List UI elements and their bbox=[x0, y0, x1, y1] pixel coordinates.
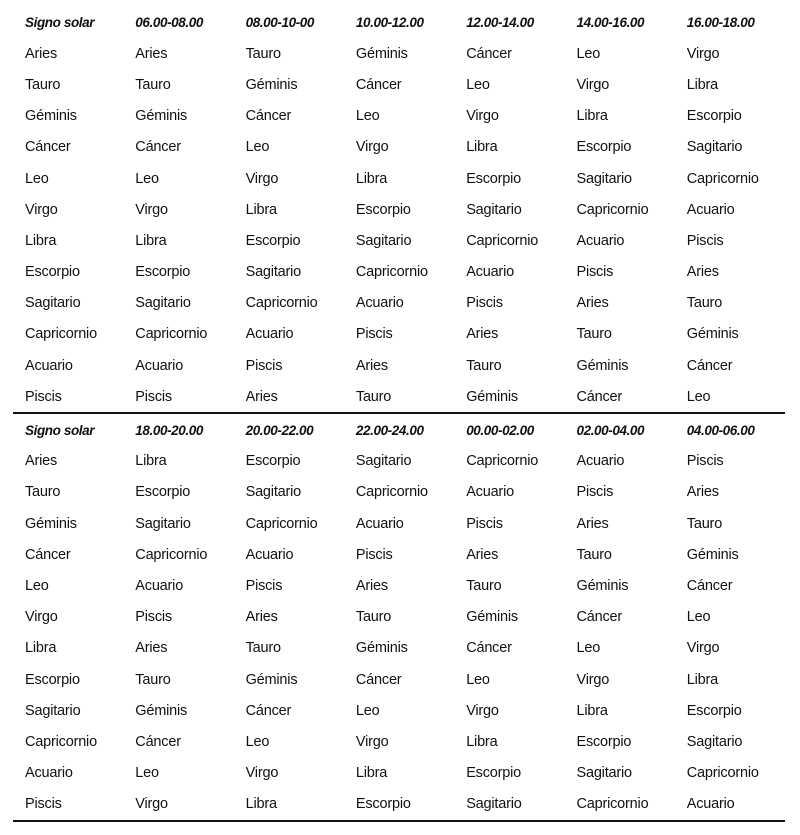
ascendant-cell: Géminis bbox=[355, 640, 408, 657]
table-header-row bbox=[13, 414, 785, 445]
header-cell-time-range: 02.00-04.00 bbox=[576, 422, 645, 438]
table-row bbox=[13, 789, 785, 820]
table-row bbox=[13, 633, 785, 664]
table-row bbox=[13, 350, 785, 381]
ascendant-cell: Libra bbox=[355, 170, 388, 187]
ascendant-cell: Aries bbox=[245, 609, 278, 626]
ascendant-table-document bbox=[13, 7, 785, 822]
ascendant-cell: Leo bbox=[245, 733, 270, 750]
ascendant-cell: Aries bbox=[466, 326, 499, 343]
ascendant-cell: Cáncer bbox=[466, 640, 512, 657]
ascendant-cell: Tauro bbox=[466, 357, 502, 374]
sun-sign-cell: Aries bbox=[25, 453, 58, 470]
ascendant-cell: Libra bbox=[135, 232, 167, 249]
table-row bbox=[13, 539, 785, 570]
ascendant-cell: Aries bbox=[355, 357, 388, 374]
table-row bbox=[13, 69, 785, 100]
table-row bbox=[13, 38, 785, 69]
sun-sign-cell: Virgo bbox=[25, 609, 58, 626]
sun-sign-cell: Acuario bbox=[25, 765, 73, 782]
ascendant-cell: Leo bbox=[135, 170, 159, 187]
ascendant-cell: Capricornio bbox=[245, 515, 318, 532]
ascendant-cell: Cáncer bbox=[686, 577, 733, 594]
ascendant-cell: Tauro bbox=[245, 45, 281, 62]
ascendant-cell: Cáncer bbox=[686, 357, 733, 374]
ascendant-cell: Escorpio bbox=[135, 264, 191, 281]
ascendant-cell: Cáncer bbox=[135, 139, 181, 156]
table-row bbox=[13, 288, 785, 319]
ascendant-cell: Cáncer bbox=[245, 702, 292, 719]
header-cell-time-range: 08.00-10-00 bbox=[245, 15, 315, 31]
ascendant-cell: Géminis bbox=[686, 546, 739, 563]
ascendant-cell: Piscis bbox=[576, 264, 614, 281]
ascendant-cell: Piscis bbox=[245, 577, 283, 594]
ascendant-cell: Tauro bbox=[355, 609, 392, 626]
ascendant-cell: Géminis bbox=[135, 702, 188, 719]
ascendant-cell: Cáncer bbox=[245, 108, 292, 125]
sun-sign-cell: Acuario bbox=[25, 357, 73, 374]
ascendant-cell: Tauro bbox=[686, 515, 723, 532]
header-cell-time-range: 00.00-02.00 bbox=[466, 422, 534, 438]
ascendant-cell: Acuario bbox=[576, 453, 625, 470]
ascendant-cell: Acuario bbox=[576, 232, 625, 249]
table-section-morning bbox=[13, 7, 785, 412]
table-section-evening bbox=[13, 414, 785, 819]
ascendant-cell: Capricornio bbox=[135, 326, 208, 343]
ascendant-cell: Leo bbox=[355, 702, 380, 719]
ascendant-cell: Cáncer bbox=[355, 671, 402, 688]
ascendant-cell: Escorpio bbox=[576, 733, 632, 750]
sun-sign-cell: Virgo bbox=[25, 201, 58, 218]
ascendant-cell: Aries bbox=[576, 295, 609, 312]
ascendant-cell: Géminis bbox=[466, 388, 518, 405]
ascendant-cell: Capricornio bbox=[355, 484, 428, 501]
table-row bbox=[13, 194, 785, 225]
ascendant-cell: Virgo bbox=[686, 640, 720, 657]
ascendant-cell: Virgo bbox=[576, 76, 610, 93]
ascendant-cell: Piscis bbox=[686, 232, 724, 249]
sun-sign-cell: Cáncer bbox=[25, 139, 71, 156]
ascendant-cell: Géminis bbox=[576, 357, 629, 374]
ascendant-cell: Géminis bbox=[686, 326, 739, 343]
table-row bbox=[13, 132, 785, 163]
ascendant-cell: Escorpio bbox=[686, 702, 742, 719]
ascendant-cell: Libra bbox=[135, 453, 167, 470]
ascendant-cell: Libra bbox=[245, 796, 277, 813]
ascendant-cell: Sagitario bbox=[686, 733, 743, 750]
ascendant-cell: Géminis bbox=[466, 609, 518, 626]
ascendant-cell: Acuario bbox=[466, 484, 514, 501]
ascendant-cell: Cáncer bbox=[355, 76, 402, 93]
sun-sign-cell: Tauro bbox=[25, 484, 61, 501]
ascendant-cell: Libra bbox=[466, 733, 498, 750]
ascendant-cell: Piscis bbox=[576, 484, 614, 501]
ascendant-cell: Cáncer bbox=[135, 733, 181, 750]
sun-sign-cell: Géminis bbox=[25, 515, 77, 532]
ascendant-cell: Piscis bbox=[466, 515, 503, 532]
ascendant-cell: Tauro bbox=[466, 577, 502, 594]
ascendant-cell: Cáncer bbox=[576, 609, 623, 626]
ascendant-cell: Virgo bbox=[135, 796, 168, 813]
ascendant-cell: Acuario bbox=[686, 796, 735, 813]
header-cell-time-range: 20.00-22.00 bbox=[245, 422, 314, 438]
ascendant-cell: Capricornio bbox=[686, 170, 759, 187]
ascendant-cell: Acuario bbox=[686, 201, 735, 218]
header-cell-time-range: 12.00-14.00 bbox=[466, 15, 534, 31]
sun-sign-cell: Leo bbox=[25, 170, 49, 187]
ascendant-cell: Piscis bbox=[466, 295, 503, 312]
table-row bbox=[13, 319, 785, 350]
ascendant-cell: Leo bbox=[576, 640, 601, 657]
ascendant-cell: Capricornio bbox=[576, 201, 649, 218]
ascendant-cell: Aries bbox=[135, 45, 168, 62]
ascendant-cell: Leo bbox=[245, 139, 270, 156]
ascendant-cell: Libra bbox=[576, 702, 608, 719]
ascendant-cell: Sagitario bbox=[686, 139, 743, 156]
sun-sign-cell: Sagitario bbox=[25, 702, 81, 719]
sun-sign-cell: Piscis bbox=[25, 796, 62, 813]
ascendant-cell: Acuario bbox=[135, 577, 184, 594]
ascendant-cell: Tauro bbox=[576, 326, 612, 343]
ascendant-cell: Sagitario bbox=[245, 264, 302, 281]
ascendant-cell: Aries bbox=[686, 264, 719, 281]
ascendant-cell: Acuario bbox=[245, 326, 294, 343]
ascendant-cell: Tauro bbox=[355, 388, 392, 405]
sun-sign-cell: Leo bbox=[25, 577, 49, 594]
ascendant-cell: Piscis bbox=[355, 546, 393, 563]
ascendant-cell: Virgo bbox=[466, 702, 499, 719]
ascendant-cell: Sagitario bbox=[576, 765, 632, 782]
table-row bbox=[13, 225, 785, 256]
ascendant-cell: Géminis bbox=[245, 76, 298, 93]
ascendant-cell: Capricornio bbox=[576, 796, 649, 813]
ascendant-cell: Aries bbox=[245, 388, 278, 405]
ascendant-cell: Capricornio bbox=[355, 264, 428, 281]
header-cell-time-range: 04.00-06.00 bbox=[686, 422, 755, 438]
sun-sign-cell: Sagitario bbox=[25, 295, 81, 312]
ascendant-cell: Escorpio bbox=[245, 453, 301, 470]
ascendant-cell: Cáncer bbox=[466, 45, 512, 62]
ascendant-cell: Virgo bbox=[355, 139, 389, 156]
header-cell-time-range: 18.00-20.00 bbox=[135, 422, 203, 438]
ascendant-cell: Géminis bbox=[576, 577, 629, 594]
ascendant-cell: Virgo bbox=[686, 45, 720, 62]
ascendant-cell: Virgo bbox=[355, 733, 389, 750]
ascendant-cell: Leo bbox=[466, 76, 490, 93]
header-cell-sign: Signo solar bbox=[25, 422, 95, 438]
ascendant-cell: Escorpio bbox=[576, 139, 632, 156]
ascendant-cell: Acuario bbox=[355, 515, 404, 532]
ascendant-cell: Géminis bbox=[355, 45, 408, 62]
ascendant-cell: Tauro bbox=[135, 76, 171, 93]
ascendant-cell: Piscis bbox=[135, 609, 172, 626]
ascendant-cell: Aries bbox=[466, 546, 499, 563]
ascendant-cell: Escorpio bbox=[686, 108, 742, 125]
table-row bbox=[13, 695, 785, 726]
ascendant-cell: Capricornio bbox=[245, 295, 318, 312]
table-row bbox=[13, 163, 785, 194]
ascendant-cell: Sagitario bbox=[135, 295, 191, 312]
ascendant-cell: Aries bbox=[355, 577, 388, 594]
table-row bbox=[13, 726, 785, 757]
table-row bbox=[13, 446, 785, 477]
sun-sign-cell: Libra bbox=[25, 232, 57, 249]
sun-sign-cell: Libra bbox=[25, 640, 57, 657]
table-row bbox=[13, 101, 785, 132]
sun-sign-cell: Escorpio bbox=[25, 264, 80, 281]
ascendant-cell: Escorpio bbox=[355, 796, 411, 813]
ascendant-cell: Tauro bbox=[135, 671, 171, 688]
ascendant-cell: Géminis bbox=[135, 108, 188, 125]
ascendant-cell: Sagitario bbox=[355, 453, 412, 470]
ascendant-cell: Aries bbox=[576, 515, 609, 532]
table-row bbox=[13, 758, 785, 789]
sun-sign-cell: Escorpio bbox=[25, 671, 80, 688]
ascendant-cell: Sagitario bbox=[245, 484, 302, 501]
ascendant-cell: Cáncer bbox=[576, 388, 623, 405]
ascendant-cell: Aries bbox=[135, 640, 168, 657]
table-row bbox=[13, 602, 785, 633]
ascendant-cell: Virgo bbox=[245, 765, 279, 782]
ascendant-cell: Leo bbox=[576, 45, 601, 62]
ascendant-cell: Virgo bbox=[576, 671, 610, 688]
ascendant-cell: Virgo bbox=[245, 170, 279, 187]
sun-sign-cell: Tauro bbox=[25, 76, 61, 93]
ascendant-cell: Libra bbox=[576, 108, 608, 125]
ascendant-cell: Libra bbox=[466, 139, 498, 156]
ascendant-cell: Acuario bbox=[355, 295, 404, 312]
header-cell-sign: Signo solar bbox=[25, 15, 95, 31]
sun-sign-cell: Piscis bbox=[25, 388, 62, 405]
ascendant-cell: Tauro bbox=[686, 295, 723, 312]
ascendant-cell: Leo bbox=[466, 671, 490, 688]
header-cell-time-range: 10.00-12.00 bbox=[355, 15, 424, 31]
table-bottom-rule bbox=[13, 820, 785, 822]
ascendant-cell: Acuario bbox=[135, 357, 184, 374]
ascendant-cell: Escorpio bbox=[135, 484, 191, 501]
ascendant-cell: Libra bbox=[245, 201, 277, 218]
header-cell-time-range: 06.00-08.00 bbox=[135, 15, 203, 31]
ascendant-cell: Géminis bbox=[245, 671, 298, 688]
sun-sign-cell: Capricornio bbox=[25, 326, 97, 343]
table-row bbox=[13, 664, 785, 695]
ascendant-cell: Capricornio bbox=[466, 232, 539, 249]
ascendant-cell: Libra bbox=[355, 765, 388, 782]
header-cell-time-range: 14.00-16.00 bbox=[576, 15, 645, 31]
ascendant-cell: Piscis bbox=[245, 357, 283, 374]
sun-sign-cell: Capricornio bbox=[25, 733, 97, 750]
ascendant-cell: Leo bbox=[686, 609, 711, 626]
header-cell-time-range: 22.00-24.00 bbox=[355, 422, 424, 438]
ascendant-cell: Piscis bbox=[686, 453, 724, 470]
sun-sign-cell: Géminis bbox=[25, 108, 77, 125]
ascendant-cell: Capricornio bbox=[466, 453, 539, 470]
ascendant-cell: Sagitario bbox=[135, 515, 191, 532]
ascendant-cell: Capricornio bbox=[135, 546, 208, 563]
ascendant-cell: Sagitario bbox=[466, 796, 522, 813]
ascendant-cell: Sagitario bbox=[466, 201, 522, 218]
ascendant-cell: Libra bbox=[686, 671, 719, 688]
table-header-row bbox=[13, 7, 785, 38]
header-cell-time-range: 16.00-18.00 bbox=[686, 15, 755, 31]
ascendant-cell: Sagitario bbox=[576, 170, 632, 187]
ascendant-cell: Aries bbox=[686, 484, 719, 501]
ascendant-cell: Piscis bbox=[135, 388, 172, 405]
ascendant-cell: Tauro bbox=[245, 640, 281, 657]
ascendant-cell: Escorpio bbox=[355, 201, 411, 218]
table-row bbox=[13, 381, 785, 412]
sun-sign-cell: Cáncer bbox=[25, 546, 71, 563]
table-row bbox=[13, 570, 785, 601]
ascendant-cell: Escorpio bbox=[466, 765, 522, 782]
ascendant-cell: Escorpio bbox=[245, 232, 301, 249]
sun-sign-cell: Aries bbox=[25, 45, 58, 62]
ascendant-cell: Tauro bbox=[576, 546, 612, 563]
table-row bbox=[13, 508, 785, 539]
ascendant-cell: Capricornio bbox=[686, 765, 759, 782]
ascendant-cell: Piscis bbox=[355, 326, 393, 343]
ascendant-cell: Virgo bbox=[135, 201, 168, 218]
ascendant-cell: Leo bbox=[686, 388, 711, 405]
ascendant-cell: Virgo bbox=[466, 108, 499, 125]
ascendant-cell: Escorpio bbox=[466, 170, 522, 187]
ascendant-cell: Leo bbox=[355, 108, 380, 125]
ascendant-cell: Leo bbox=[135, 765, 159, 782]
ascendant-cell: Sagitario bbox=[355, 232, 412, 249]
table-row bbox=[13, 477, 785, 508]
ascendant-cell: Acuario bbox=[466, 264, 514, 281]
table-row bbox=[13, 257, 785, 288]
ascendant-cell: Libra bbox=[686, 76, 719, 93]
ascendant-cell: Acuario bbox=[245, 546, 294, 563]
